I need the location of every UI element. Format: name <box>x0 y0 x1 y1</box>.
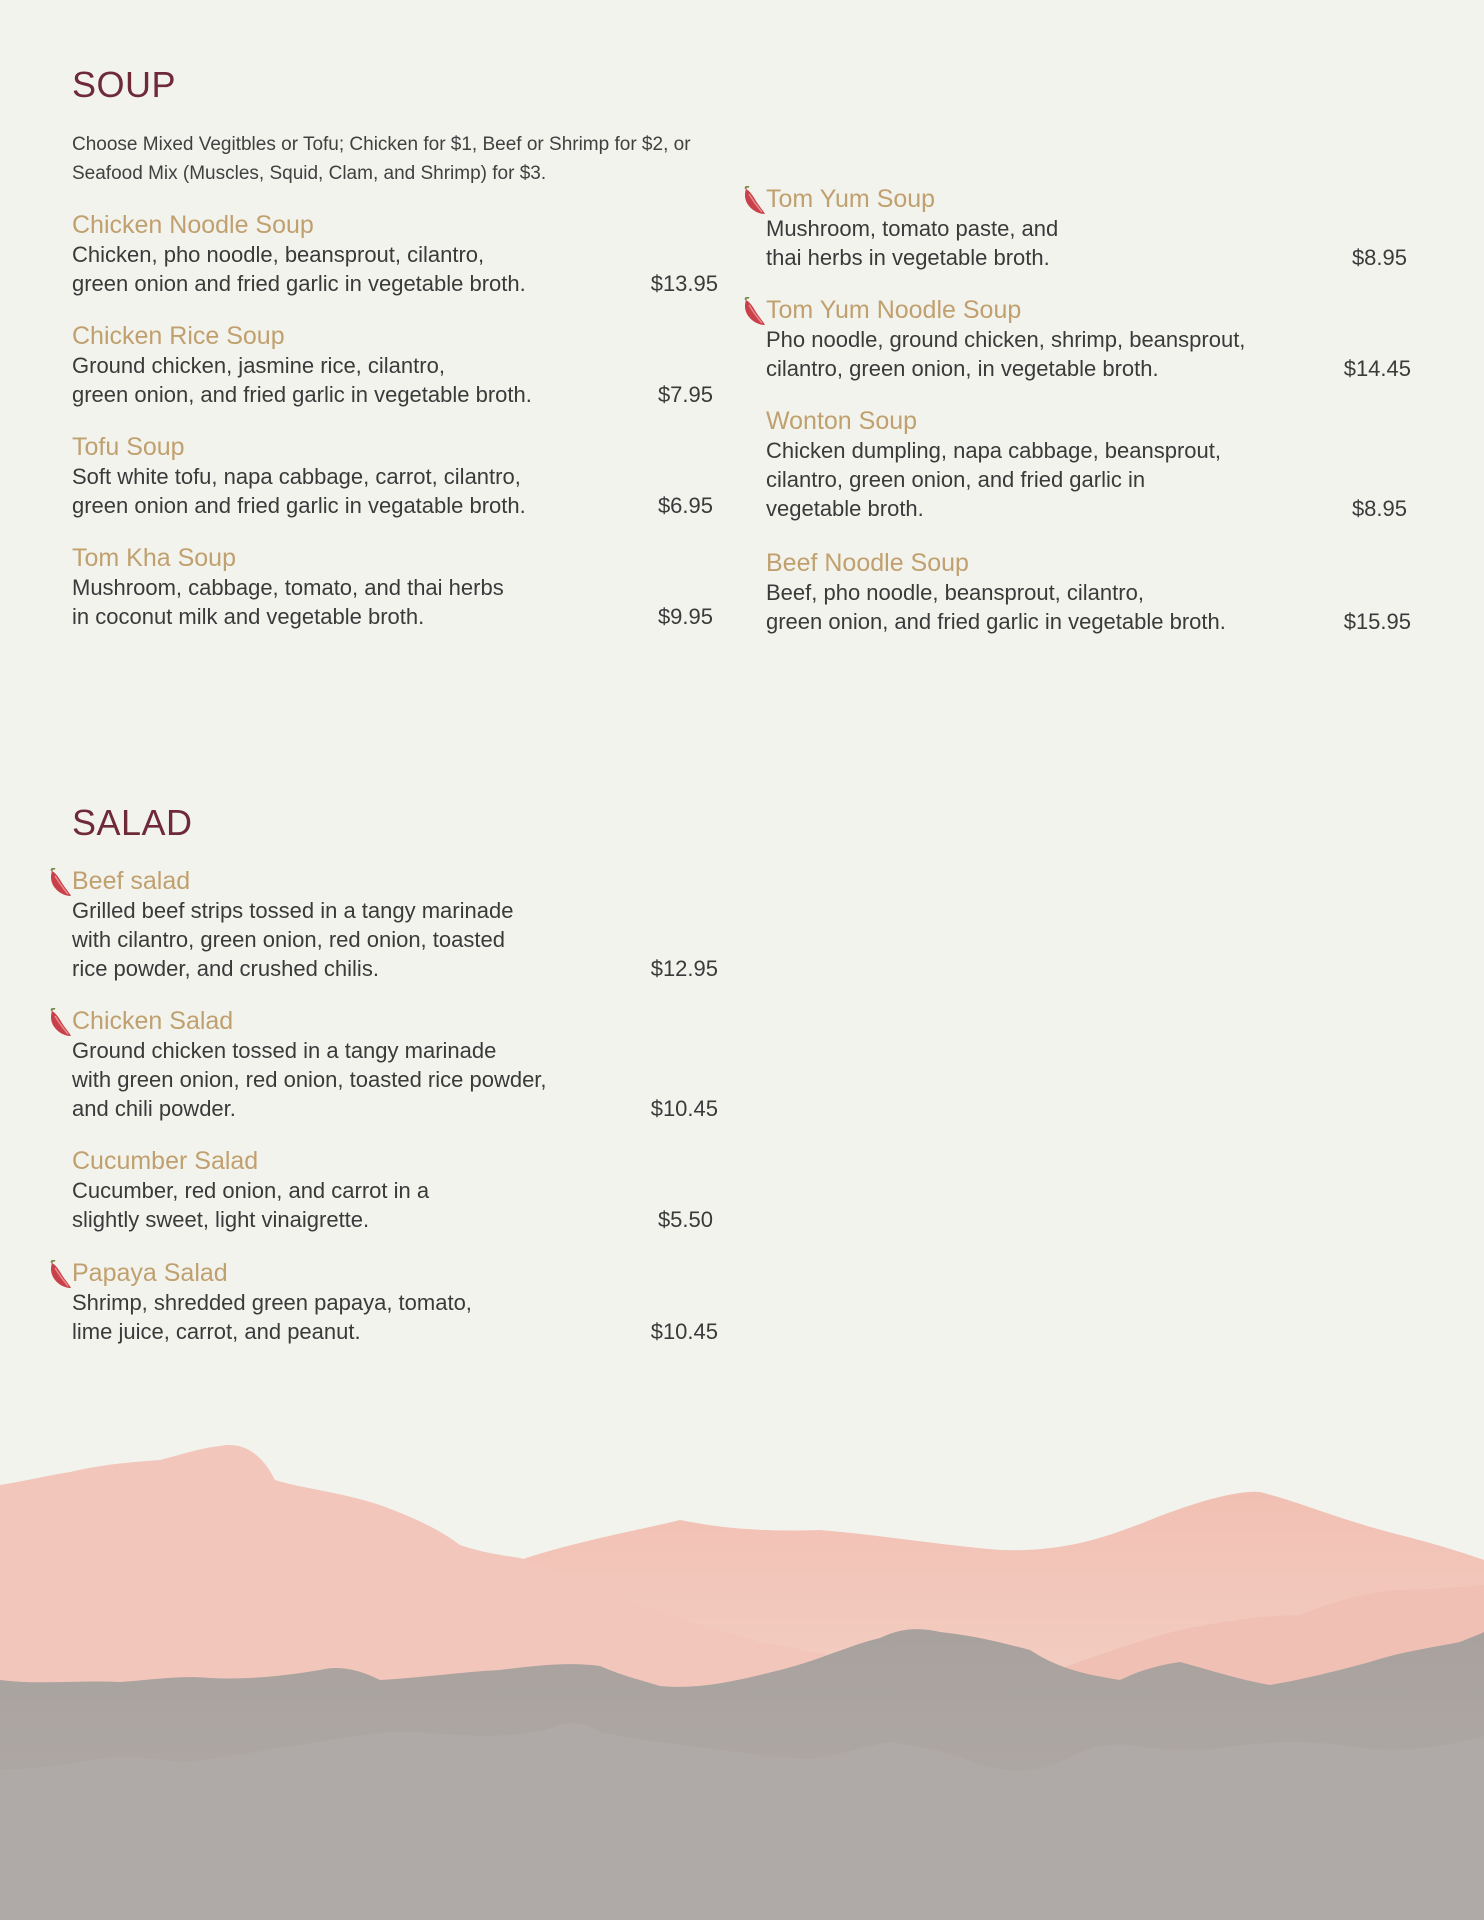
item-price: $12.95 <box>650 956 718 981</box>
item-name: Tofu Soup <box>72 433 185 461</box>
item-name: Wonton Soup <box>766 407 918 435</box>
menu-item-papaya-salad <box>72 1258 718 1346</box>
item-price: $14.45 <box>1343 356 1411 381</box>
soup-heading: SOUP <box>72 64 177 105</box>
salad-heading: SALAD <box>72 802 193 843</box>
item-price: $15.95 <box>1343 609 1411 634</box>
menu-item-tom-yum-soup <box>766 184 1407 272</box>
item-name: Chicken Salad <box>72 1007 234 1035</box>
item-description: Mushroom, tomato paste, and thai herbs in vegetable broth. <box>766 216 1059 270</box>
item-price: $10.45 <box>650 1319 718 1344</box>
chili-pepper-icon <box>47 1260 73 1290</box>
item-price: $5.50 <box>657 1207 713 1232</box>
item-name: Papaya Salad <box>72 1259 228 1287</box>
chili-pepper-icon <box>741 186 767 216</box>
item-price: $13.95 <box>650 271 718 296</box>
item-description: Ground chicken, jasmine rice, cilantro, green onion, and fried garlic in vegetable broth. <box>72 353 532 407</box>
item-price: $6.95 <box>657 493 713 518</box>
item-price: $8.95 <box>1351 496 1407 521</box>
item-description: Soft white tofu, napa cabbage, carrot, cilantro, green onion and fried garlic in vegatable broth. <box>72 464 526 518</box>
menu-item-tofu-soup <box>72 432 713 520</box>
item-description: Chicken dumpling, napa cabbage, beansprout, cilantro, green onion, and fried garlic in vegetable broth. <box>766 438 1221 521</box>
item-description: Ground chicken tossed in a tangy marinade with green onion, red onion, toasted rice powder, and chili powder. <box>72 1038 547 1121</box>
menu-item-beef-salad <box>72 866 718 983</box>
item-description: Beef, pho noodle, beansprout, cilantro, green onion, and fried garlic in vegetable broth. <box>766 580 1226 634</box>
menu-item-wonton-soup <box>766 406 1407 523</box>
item-description: Grilled beef strips tossed in a tangy marinade with cilantro, green onion, red onion, toasted rice powder, and crushed chilis. <box>72 898 514 981</box>
menu-item-chicken-noodle-soup <box>72 210 718 298</box>
item-price: $8.95 <box>1351 245 1407 270</box>
chili-pepper-icon <box>47 868 73 898</box>
menu-item-tom-kha-soup <box>72 543 713 631</box>
item-price: $7.95 <box>657 382 713 407</box>
chili-pepper-icon <box>47 1008 73 1038</box>
item-price: $10.45 <box>650 1096 718 1121</box>
menu-item-tom-yum-noodle-soup <box>766 295 1411 383</box>
item-description: Cucumber, red onion, and carrot in a slightly sweet, light vinaigrette. <box>72 1178 430 1232</box>
soup-intro: Choose Mixed Vegitbles or Tofu; Chicken for $1, Beef or Shrimp for $2, or Seafood Mix (Muscles, Squid, Clam, and Shrimp) for $3. <box>72 134 691 184</box>
menu-item-chicken-salad <box>72 1006 718 1123</box>
menu-item-chicken-rice-soup <box>72 321 713 409</box>
item-name: Cucumber Salad <box>72 1147 259 1175</box>
item-description: Chicken, pho noodle, beansprout, cilantro, green onion and fried garlic in vegetable broth. <box>72 242 526 296</box>
item-name: Beef salad <box>72 867 191 895</box>
item-name: Chicken Rice Soup <box>72 322 285 350</box>
mountains-illustration <box>0 1380 1484 1920</box>
item-description: Mushroom, cabbage, tomato, and thai herbs in coconut milk and vegetable broth. <box>72 575 504 629</box>
item-name: Tom Yum Soup <box>766 185 936 213</box>
item-name: Beef Noodle Soup <box>766 549 969 577</box>
chili-pepper-icon <box>741 297 767 327</box>
item-description: Shrimp, shredded green papaya, tomato, lime juice, carrot, and peanut. <box>72 1290 472 1344</box>
item-description: Pho noodle, ground chicken, shrimp, beansprout, cilantro, green onion, in vegetable broth. <box>766 327 1246 381</box>
menu-item-cucumber-salad <box>72 1146 713 1234</box>
menu-item-beef-noodle-soup <box>766 548 1411 636</box>
item-name: Chicken Noodle Soup <box>72 211 314 239</box>
item-name: Tom Kha Soup <box>72 544 236 572</box>
item-name: Tom Yum Noodle Soup <box>766 296 1022 324</box>
item-price: $9.95 <box>657 604 713 629</box>
